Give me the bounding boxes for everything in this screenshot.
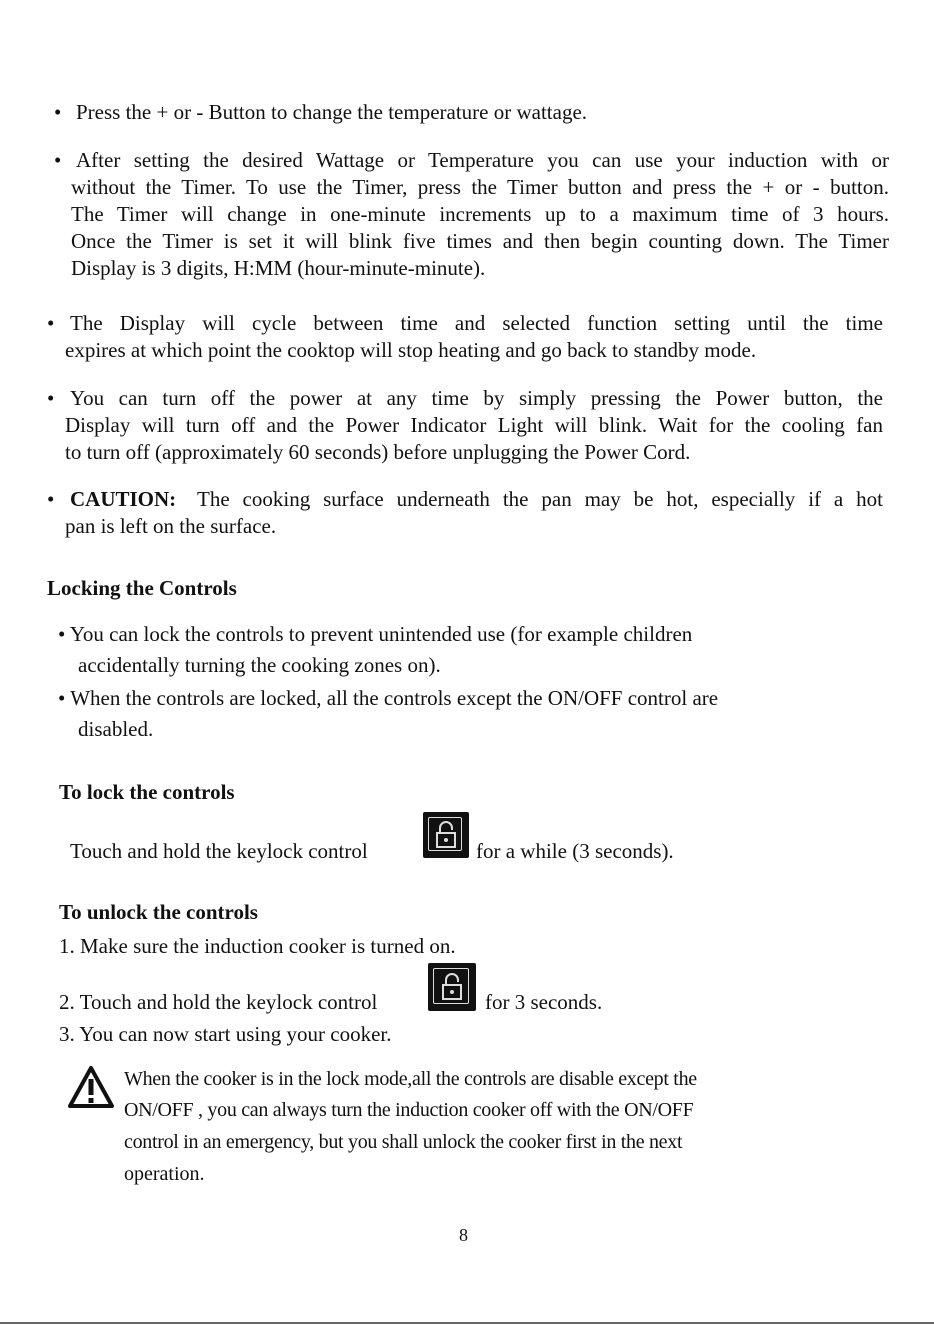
caution-line: The cooking surface underneath the pan may be hot, especially if a hot bbox=[197, 487, 883, 511]
keylock-icon bbox=[428, 963, 476, 1011]
bullet-2-line: Once the Timer is set it will blink five times and then begin counting down. The Timer bbox=[71, 229, 889, 253]
bullet-2-line: without the Timer. To use the Timer, press the Timer button and press the + or - button. bbox=[71, 175, 889, 199]
locking-item-line: • When the controls are locked, all the controls except the ON/OFF control are bbox=[58, 686, 719, 710]
bullet-marker: • bbox=[47, 311, 55, 335]
bullet-marker: • bbox=[54, 148, 62, 172]
locking-item-line: accidentally turning the cooking zones on). bbox=[78, 653, 441, 677]
warning-triangle-icon bbox=[66, 1064, 116, 1110]
unlock-step-1: 1. Make sure the induction cooker is turned on. bbox=[59, 934, 456, 958]
warning-line: When the cooker is in the lock mode,all the controls are disable except the bbox=[124, 1068, 697, 1090]
keylock-icon bbox=[423, 812, 469, 858]
bullet-2-line: The Timer will change in one-minute increments up to a maximum time of 3 hours. bbox=[71, 202, 889, 226]
bullet-3-line: expires at which point the cooktop will stop heating and go back to standby mode. bbox=[65, 338, 757, 362]
lock-instruction-before: Touch and hold the keylock control bbox=[70, 839, 368, 863]
section-heading-locking: Locking the Controls bbox=[47, 576, 237, 600]
bullet-marker: • bbox=[47, 386, 55, 410]
bullet-4-line: You can turn off the power at any time by simply pressing the Power button, the bbox=[70, 386, 883, 410]
bullet-2-line: After setting the desired Wattage or Temperature you can use your induction with or bbox=[76, 148, 889, 172]
locking-item-line: disabled. bbox=[78, 717, 154, 741]
section-heading-unlock: To unlock the controls bbox=[59, 900, 258, 924]
bullet-4-line: to turn off (approximately 60 seconds) before unplugging the Power Cord. bbox=[65, 440, 691, 464]
bullet-3-line: The Display will cycle between time and selected function setting until the time bbox=[70, 311, 883, 335]
unlock-step-3: 3. You can now start using your cooker. bbox=[59, 1022, 392, 1046]
page-number: 8 bbox=[459, 1225, 468, 1245]
warning-line: ON/OFF , you can always turn the induction cooker off with the ON/OFF bbox=[124, 1099, 694, 1121]
unlock-step-2-before: 2. Touch and hold the keylock control bbox=[59, 990, 378, 1014]
warning-line: operation. bbox=[124, 1163, 205, 1185]
bullet-marker: • bbox=[54, 100, 62, 124]
bullet-1-text: Press the + or - Button to change the temperature or wattage. bbox=[76, 100, 588, 124]
unlock-step-2-after: for 3 seconds. bbox=[485, 990, 603, 1014]
warning-line: control in an emergency, but you shall unlock the cooker first in the next bbox=[124, 1131, 683, 1153]
bullet-4-line: Display will turn off and the Power Indicator Light will blink. Wait for the cooling fan bbox=[65, 413, 883, 437]
page-bottom-rule bbox=[0, 1322, 934, 1324]
bullet-marker: • bbox=[47, 487, 55, 511]
section-heading-lock: To lock the controls bbox=[59, 780, 235, 804]
lock-instruction-after: for a while (3 seconds). bbox=[476, 839, 674, 863]
caution-line: pan is left on the surface. bbox=[65, 514, 277, 538]
bullet-2-line: Display is 3 digits, H:MM (hour-minute-minute). bbox=[71, 256, 486, 280]
locking-item-line: • You can lock the controls to prevent unintended use (for example children bbox=[58, 622, 693, 646]
caution-label: CAUTION: bbox=[70, 487, 177, 511]
